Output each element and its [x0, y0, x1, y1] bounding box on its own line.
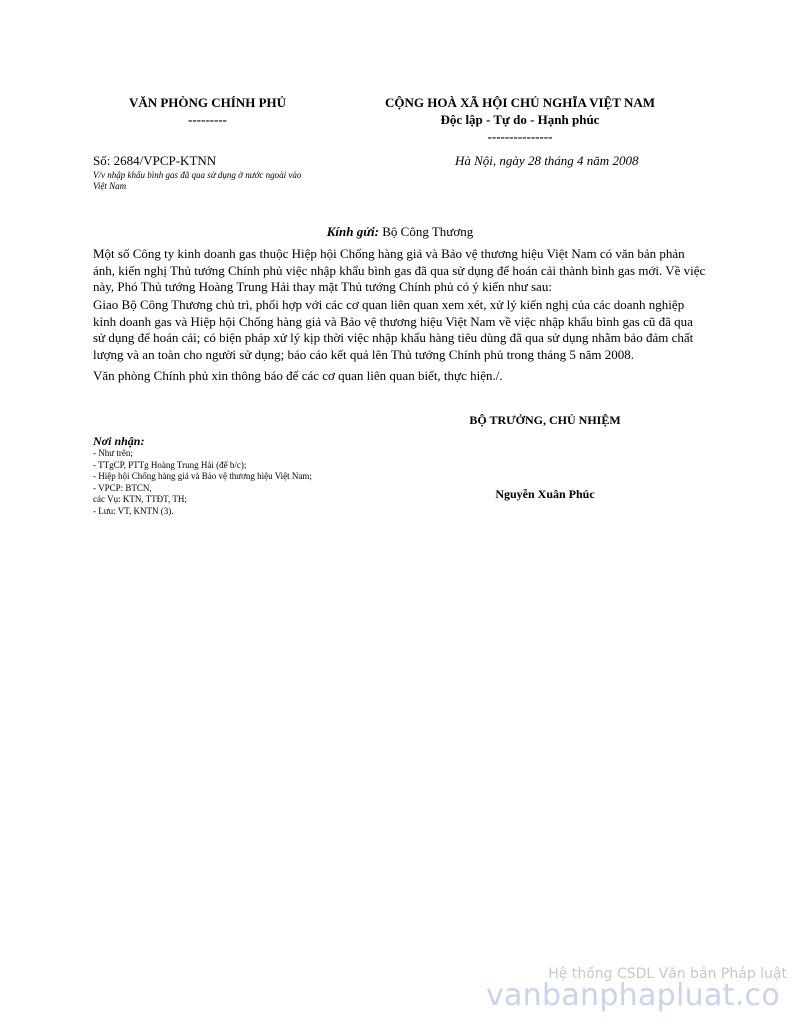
document-subject: V/v nhập khẩu bình gas đã qua sử dụng ở nước ngoài vào Việt Nam — [93, 170, 302, 191]
issuer-block — [100, 94, 315, 128]
list-item: - Hiệp hội Chống hàng giả và Bảo vệ thương hiệu Việt Nam; — [93, 471, 312, 481]
body-paragraph-2: Giao Bộ Công Thương chủ trì, phối hợp với các cơ quan liên quan xem xét, xử lý kiến nghị của các doanh nghiệp kinh doanh gas và Hiệp hội Chống hàng giả và Bảo vệ thương hiệu Việt Nam về việc nhập khẩu bình gas cũ đã qua sử dụng để hoán cải; có biện pháp xử lý kịp thời việc nhập khẩu hàng tiêu dùng đã qua sử dụng nhằm bảo đảm chất lượng và an toàn cho người sử dụng; báo cáo kết quả lên Thủ tướng Chính phủ trong tháng 5 năm 2008. — [93, 297, 694, 362]
place-date: Hà Nội, ngày 28 tháng 4 năm 2008 — [455, 153, 639, 168]
body-paragraph-1: Một số Công ty kinh doanh gas thuộc Hiệp hội Chống hàng giả và Bảo vệ thương hiệu Việt Nam có văn bản phản ánh, kiến nghị Thủ tướng Chính phủ việc nhập khẩu bình gas đã qua sử dụng để hoán cải thành bình gas mới. Về việc này, Phó Thủ tướng Hoàng Trung Hải thay mặt Thủ tướng Chính phủ có ý kiến như sau: — [93, 246, 706, 294]
addressee-value: Bộ Công Thương — [379, 224, 474, 239]
issuer-rule: --------- — [188, 112, 227, 127]
recipients-title: Nơi nhận: — [93, 434, 145, 448]
addressee-label: Kính gửi: — [326, 224, 379, 239]
watermark-caption: Hệ thống CSDL Văn bản Pháp luật — [548, 966, 787, 982]
nation-block — [330, 94, 710, 145]
list-item: các Vụ: KTN, TTĐT, TH; — [93, 494, 187, 504]
nation-motto: Độc lập - Tự do - Hạnh phúc — [440, 112, 600, 127]
watermark-domain: vanbanphapluat.co — [485, 978, 780, 1013]
list-item: - Lưu: VT, KNTN (3). — [93, 505, 174, 516]
issuer-name: VĂN PHÒNG CHÍNH PHỦ — [128, 95, 287, 110]
signature-name: Nguyễn Xuân Phúc — [495, 487, 595, 501]
nation-name: CỘNG HOÀ XÃ HỘI CHỦ NGHĨA VIỆT NAM — [384, 95, 656, 110]
addressee-line — [93, 224, 707, 240]
list-item: - TTgCP, PTTg Hoàng Trung Hải (để b/c); — [93, 459, 247, 470]
signature-title: BỘ TRƯỞNG, CHỦ NHIỆM — [469, 413, 621, 427]
body-paragraph-3: Văn phòng Chính phủ xin thông báo để các cơ quan liên quan biết, thực hiện./. — [93, 368, 503, 383]
motto-rule: --------------- — [487, 129, 553, 144]
list-item: - VPCP: BTCN, — [93, 482, 152, 493]
list-item: - Như trên; — [93, 448, 133, 458]
recipients-list — [93, 448, 312, 517]
document-number: Số: 2684/VPCP-KTNN — [93, 153, 217, 168]
